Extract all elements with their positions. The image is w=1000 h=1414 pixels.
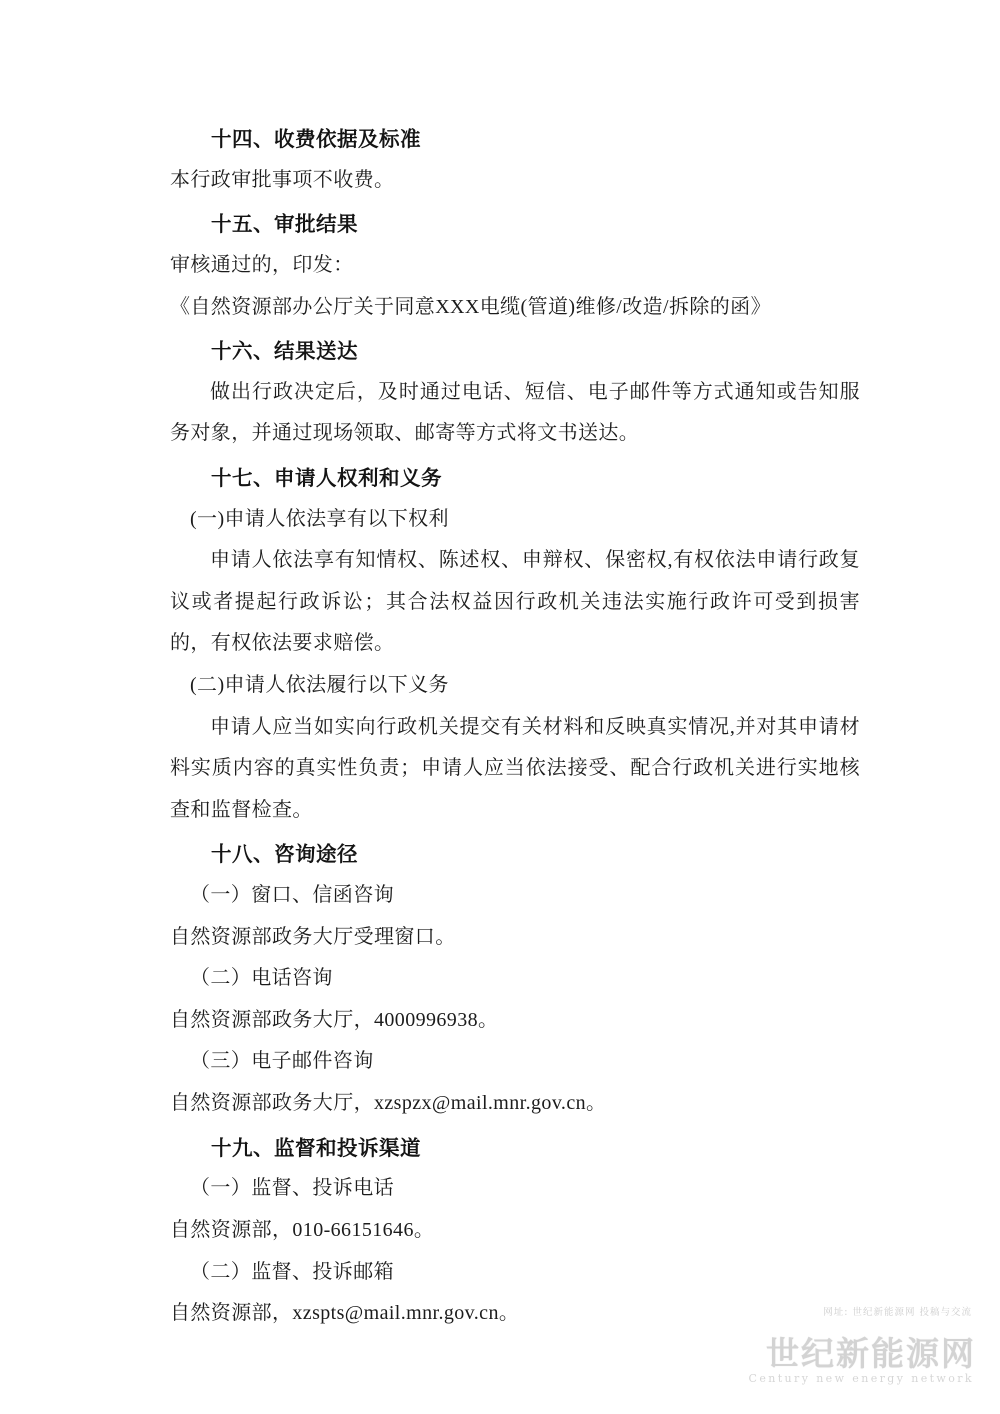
section-heading: 十八、咨询途径: [211, 842, 358, 867]
section-heading: 十六、结果送达: [211, 339, 358, 364]
subsection-label-complaint-email: （二）监督、投诉邮箱: [190, 1260, 394, 1283]
subsection-label-email: （三）电子邮件咨询: [190, 1050, 374, 1073]
section-paragraph: 申请人应当如实向行政机关提交有关材料和反映真实情况,并对其申请材料实质内容的真实性负责；申请人应当依法接受、配合行政机关进行实地核查和监督检查。: [170, 715, 860, 821]
section-applicant-rights-duties: [170, 465, 860, 831]
watermark-sub-text: Century new energy network: [748, 1372, 974, 1385]
subsection-label-rights: (一)申请人依法享有以下权利: [190, 507, 449, 530]
section-consultation-channels: [170, 841, 860, 1124]
section-paragraph-email: 自然资源部政务大厅，xzspzx@mail.mnr.gov.cn。: [170, 1092, 607, 1115]
section-supervision-complaints: [170, 1135, 860, 1335]
section-paragraph-complaint-email: 自然资源部，xzspts@mail.mnr.gov.cn。: [170, 1302, 520, 1325]
section-paragraph: 自然资源部政务大厅受理窗口。: [170, 925, 456, 948]
watermark-main-text: 世纪新能源网: [766, 1334, 976, 1373]
section-paragraph-document-title: 《自然资源部办公厅关于同意XXX电缆(管道)维修/改造/拆除的函》: [170, 295, 771, 318]
section-paragraph-phone: 自然资源部政务大厅，4000996938。: [170, 1008, 499, 1031]
watermark-top-text: 网址: 世纪新能源网 投稿与交流: [823, 1307, 972, 1318]
section-paragraph: 本行政审批事项不收费。: [170, 168, 395, 191]
section-heading: 十四、收费依据及标准: [211, 127, 421, 151]
section-paragraph-complaint-phone: 自然资源部，010-66151646。: [170, 1218, 435, 1241]
subsection-label-phone: （二）电话咨询: [190, 967, 333, 990]
section-paragraph: 审核通过的，印发：: [170, 253, 354, 276]
section-paragraph: 做出行政决定后，及时通过电话、短信、电子邮件等方式通知或告知服务对象，并通过现场领取、邮寄等方式将文书送达。: [170, 380, 860, 445]
section-fee-basis: [170, 126, 860, 201]
section-heading: 十九、监督和投诉渠道: [211, 1135, 421, 1160]
section-approval-result: [170, 211, 860, 328]
subsection-label-window: （一）窗口、信函咨询: [190, 884, 394, 907]
section-paragraph: 申请人依法享有知情权、陈述权、申辩权、保密权,有权依法申请行政复议或者提起行政诉讼；其合法权益因行政机关违法实施行政许可受到损害的，有权依法要求赔偿。: [170, 549, 860, 655]
subsection-label-duties: (二)申请人依法履行以下义务: [190, 674, 449, 697]
section-result-delivery: [170, 338, 860, 455]
section-heading: 十五、审批结果: [211, 212, 358, 237]
section-heading: 十七、申请人权利和义务: [211, 465, 442, 490]
subsection-label-complaint-phone: （一）监督、投诉电话: [190, 1177, 394, 1200]
document-body: [170, 126, 860, 1335]
